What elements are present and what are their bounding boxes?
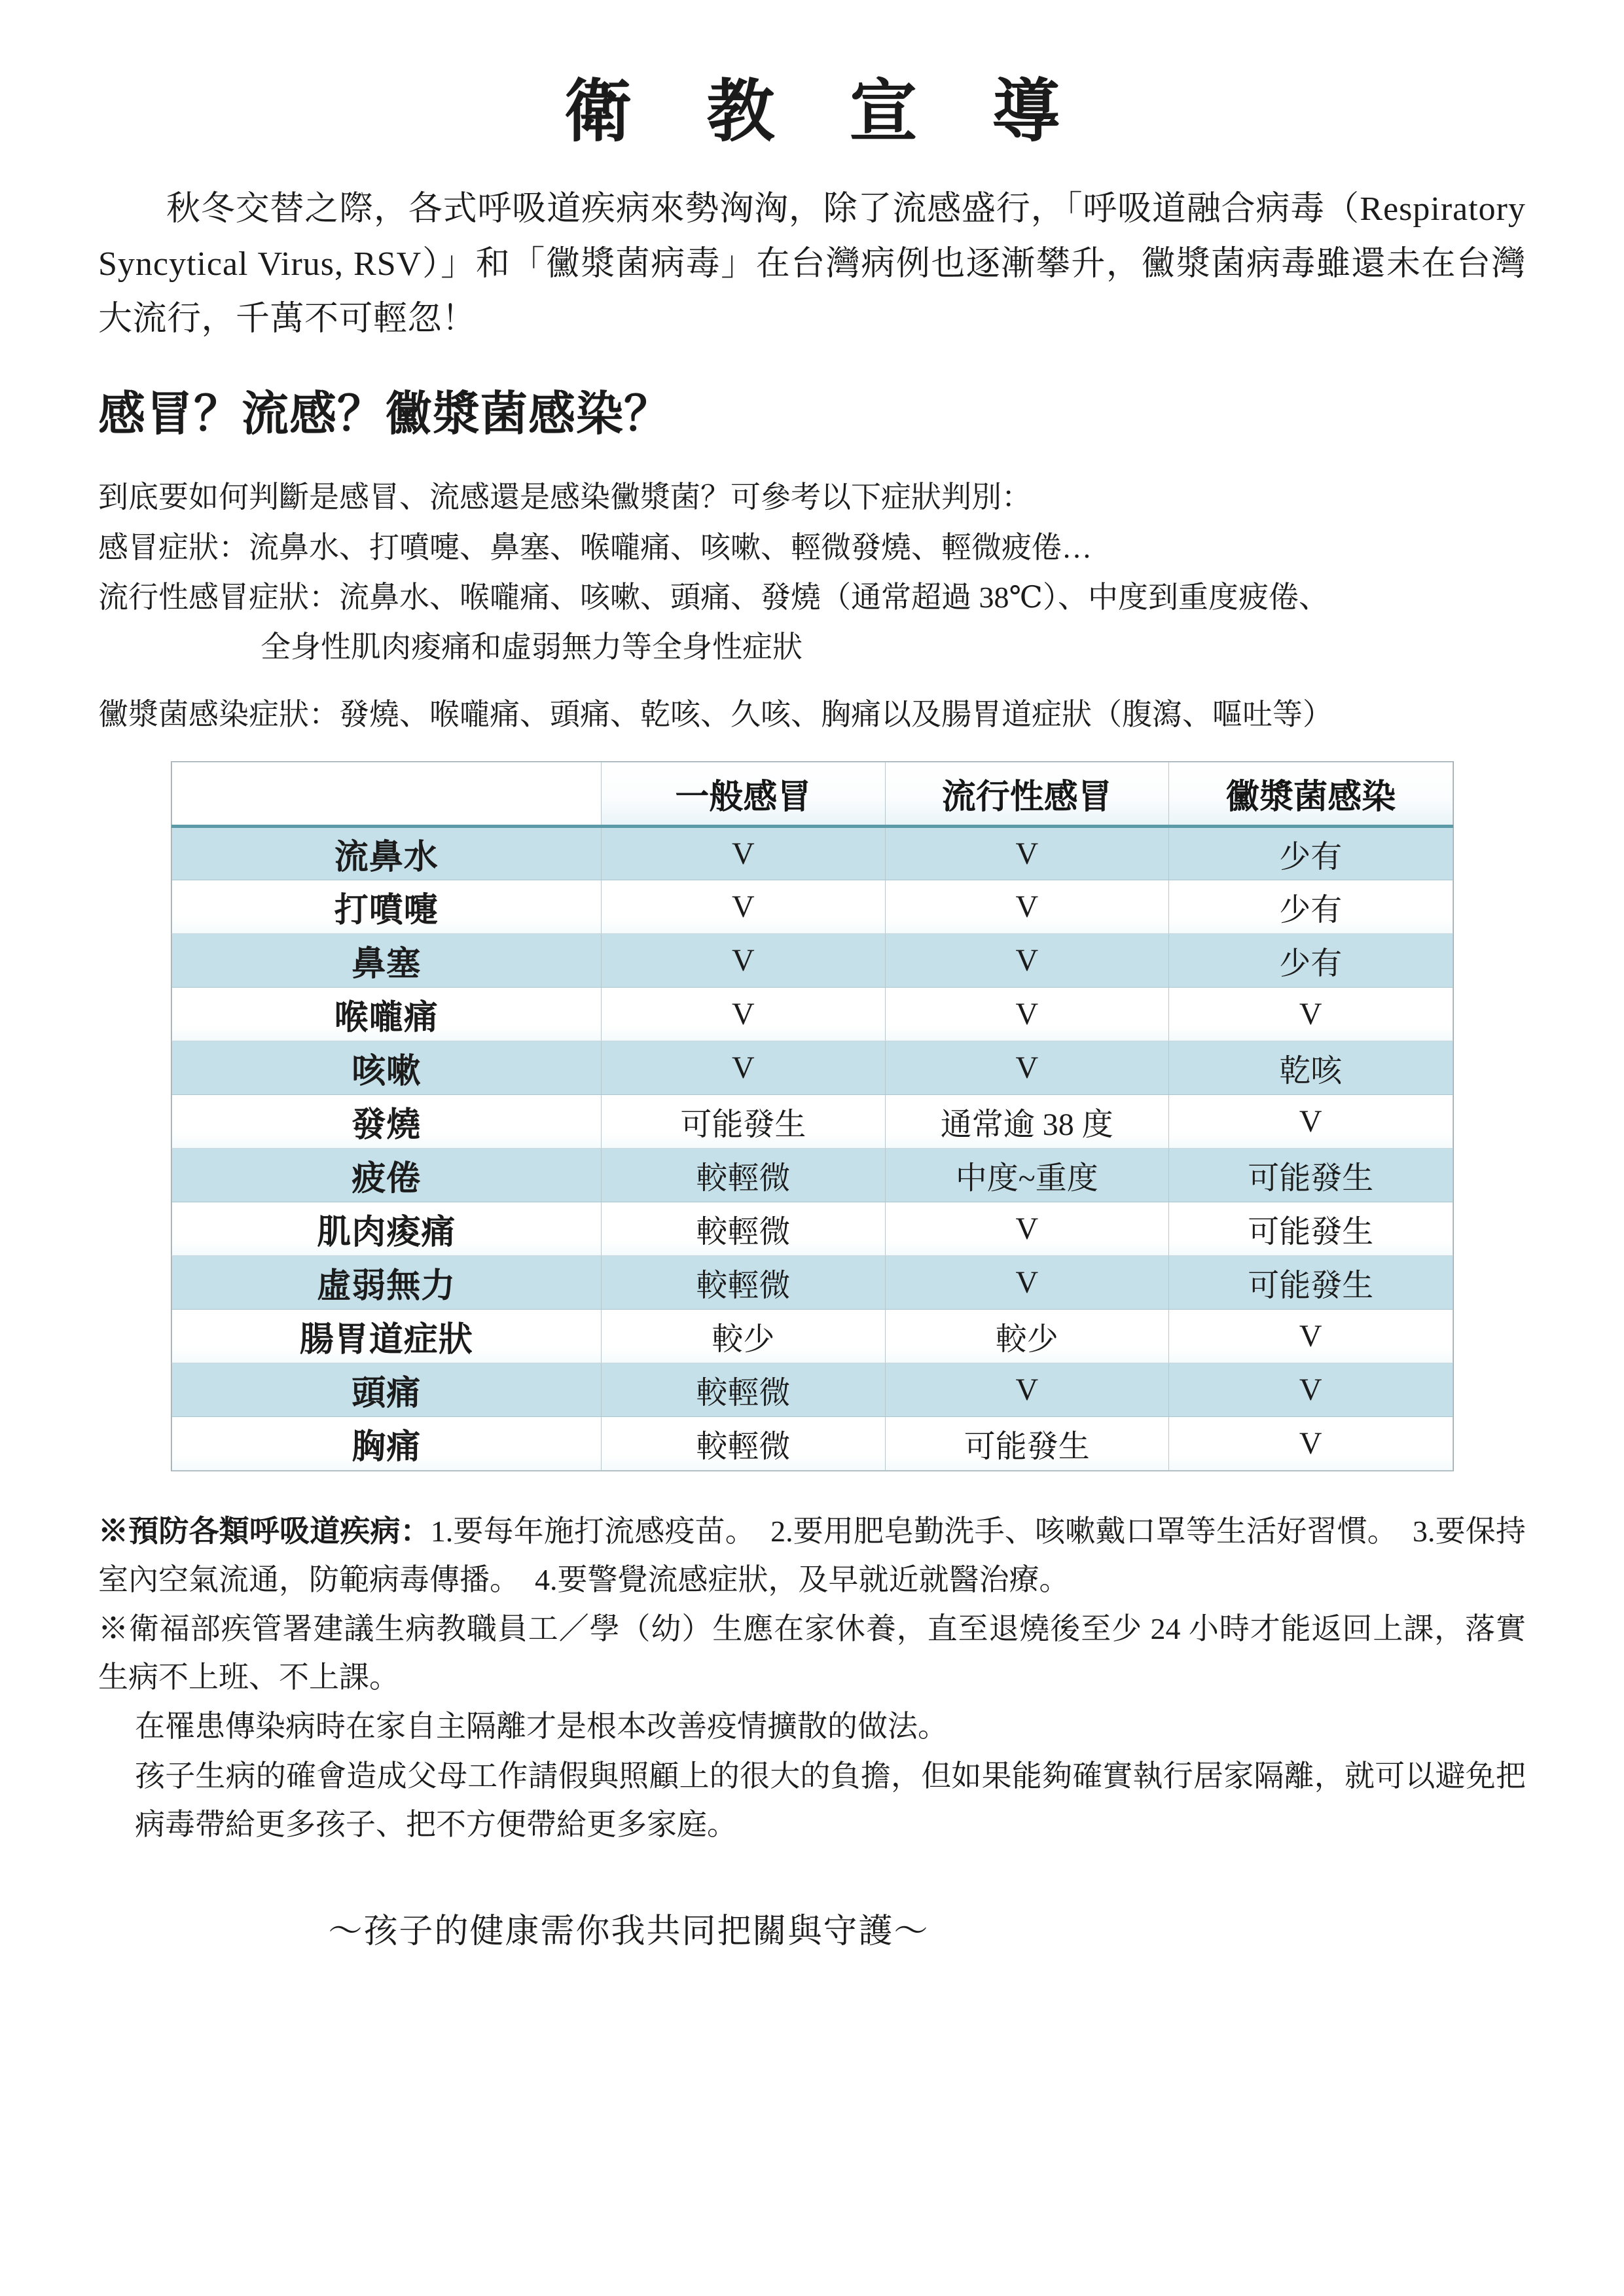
table-cell-cold: 較輕微 — [601, 1256, 885, 1310]
table-cell-mycoplasma: 少有 — [1168, 880, 1453, 934]
table-cell-symptom: 肌肉痠痛 — [172, 1202, 602, 1256]
symptom-flu-line-1: 流行性感冒症狀：流鼻水、喉嚨痛、咳嗽、頭痛、發燒（通常超過 38℃）、中度到重度疲倦、 — [98, 581, 1329, 615]
table-row — [172, 827, 1453, 880]
table-body — [172, 827, 1453, 1471]
table-header-blank — [172, 762, 602, 827]
table-row — [172, 1417, 1453, 1471]
comparison-table-container — [171, 762, 1453, 1471]
table-cell-cold: V — [601, 934, 885, 988]
table-cell-influenza: V — [886, 1363, 1168, 1417]
table-cell-influenza: V — [886, 1256, 1168, 1310]
intro-paragraph — [98, 182, 1526, 348]
table-cell-influenza: V — [886, 880, 1168, 934]
table-cell-mycoplasma: V — [1168, 1363, 1453, 1417]
table-row — [172, 1095, 1453, 1149]
table-cell-cold: 較少 — [601, 1310, 885, 1363]
note-prevention-body: 1.要每年施打流感疫苗。 2.要用肥皂勤洗手、咳嗽戴口罩等生活好習慣。 3.要保持室內空氣流通，防範病毒傳播。 4.要警覺流感症狀，及早就近就醫治療。 — [98, 1515, 1526, 1596]
table-row — [172, 1149, 1453, 1202]
table-cell-mycoplasma: 可能發生 — [1168, 1149, 1453, 1202]
table-row — [172, 988, 1453, 1041]
table-cell-symptom: 胸痛 — [172, 1417, 602, 1471]
table-cell-symptom: 發燒 — [172, 1095, 602, 1149]
table-cell-symptom: 腸胃道症狀 — [172, 1310, 602, 1363]
table-cell-influenza: V — [886, 934, 1168, 988]
page-title: 衛 教 宣 導 — [564, 75, 1089, 150]
closing-message: ～孩子的健康需你我共同把關與守護～ — [328, 1913, 929, 1951]
note-prevention — [98, 1507, 1526, 1604]
table-cell-mycoplasma: 可能發生 — [1168, 1202, 1453, 1256]
intro-latin-term: （Respiratory Syncytical Virus, RSV） — [98, 190, 1526, 283]
table-cell-influenza: 中度~重度 — [886, 1149, 1168, 1202]
table-cell-symptom: 頭痛 — [172, 1363, 602, 1417]
table-cell-mycoplasma: V — [1168, 1095, 1453, 1149]
table-cell-cold: V — [601, 1041, 885, 1095]
table-cell-symptom: 虛弱無力 — [172, 1256, 602, 1310]
table-header — [172, 762, 1453, 827]
table-header-row — [172, 762, 1453, 827]
table-cell-symptom: 打噴嚏 — [172, 880, 602, 934]
table-cell-mycoplasma: V — [1168, 1417, 1453, 1471]
table-cell-mycoplasma: V — [1168, 1310, 1453, 1363]
table-cell-mycoplasma: 少有 — [1168, 827, 1453, 880]
table-cell-influenza: 通常逾 38 度 — [886, 1095, 1168, 1149]
table-row — [172, 1256, 1453, 1310]
table-cell-cold: 較輕微 — [601, 1202, 885, 1256]
symptom-flu-line-2: 全身性肌肉痠痛和虛弱無力等全身性症狀 — [261, 630, 803, 664]
table-cell-cold: V — [601, 988, 885, 1041]
symptom-intro-line: 到底要如何判斷是感冒、流感還是感染黴漿菌？可參考以下症狀判別： — [98, 480, 1032, 514]
section-heading: 感冒？流感？黴漿菌感染？ — [98, 388, 672, 441]
table-cell-influenza: V — [886, 1041, 1168, 1095]
table-row — [172, 1310, 1453, 1363]
note-prevention-label: ※預防各類呼吸道疾病： — [98, 1515, 431, 1549]
symptom-mycoplasma-line: 黴漿菌感染症狀：發燒、喉嚨痛、頭痛、乾咳、久咳、胸痛以及腸胃道症狀（腹瀉、嘔吐等） — [98, 697, 1333, 731]
table-row — [172, 880, 1453, 934]
table-cell-influenza: 較少 — [886, 1310, 1168, 1363]
table-cell-symptom: 疲倦 — [172, 1149, 602, 1202]
intro-part2: 」和「黴漿菌病毒」在台灣病例也逐漸攀升，黴漿菌病毒雖還未在台灣大流行，千萬不可輕忽！ — [98, 245, 1526, 338]
table-cell-cold: V — [601, 880, 885, 934]
note-self-isolation: 在罹患傳染病時在家自主隔離才是根本改善疫情擴散的做法。 — [135, 1710, 948, 1744]
table-header-mycoplasma: 黴漿菌感染 — [1168, 762, 1453, 827]
symptom-spacer — [98, 673, 1526, 690]
table-cell-cold: 較輕微 — [601, 1417, 885, 1471]
table-cell-symptom: 咳嗽 — [172, 1041, 602, 1095]
table-cell-symptom: 鼻塞 — [172, 934, 602, 988]
table-cell-mycoplasma: 可能發生 — [1168, 1256, 1453, 1310]
symptom-cold-line: 感冒症狀：流鼻水、打噴嚏、鼻塞、喉嚨痛、咳嗽、輕微發燒、輕微疲倦… — [98, 530, 1092, 564]
note-parents-burden: 孩子生病的確會造成父母工作請假與照顧上的很大的負擔，但如果能夠確實執行居家隔離，就可以避免把病毒帶給更多孩子、把不方便帶給更多家庭。 — [135, 1759, 1526, 1841]
table-cell-influenza: V — [886, 1202, 1168, 1256]
note-cdc-advice: ※衛福部疾管署建議生病教職員工／學（幼）生應在家休養，直至退燒後至少 24 小時才能返回上課，落實生病不上班、不上課。 — [98, 1612, 1526, 1694]
symptom-list — [98, 473, 1526, 740]
table-cell-mycoplasma: V — [1168, 988, 1453, 1041]
table-cell-influenza: V — [886, 988, 1168, 1041]
table-cell-influenza: 可能發生 — [886, 1417, 1168, 1471]
table-header-influenza: 流行性感冒 — [886, 762, 1168, 827]
symptom-comparison-table — [171, 762, 1453, 1471]
table-row — [172, 1202, 1453, 1256]
table-cell-mycoplasma: 乾咳 — [1168, 1041, 1453, 1095]
table-cell-cold: 較輕微 — [601, 1149, 885, 1202]
table-row — [172, 934, 1453, 988]
intro-part1: 秋冬交替之際，各式呼吸道疾病來勢洶洶，除了流感盛行，「呼吸道融合病毒 — [166, 190, 1326, 228]
table-cell-cold: 較輕微 — [601, 1363, 885, 1417]
footer-notes — [98, 1507, 1526, 1848]
table-cell-influenza: V — [886, 827, 1168, 880]
table-cell-cold: 可能發生 — [601, 1095, 885, 1149]
table-row — [172, 1363, 1453, 1417]
table-row — [172, 1041, 1453, 1095]
table-cell-mycoplasma: 少有 — [1168, 934, 1453, 988]
table-cell-symptom: 流鼻水 — [172, 827, 602, 880]
table-cell-symptom: 喉嚨痛 — [172, 988, 602, 1041]
table-cell-cold: V — [601, 827, 885, 880]
table-header-common-cold: 一般感冒 — [601, 762, 885, 827]
